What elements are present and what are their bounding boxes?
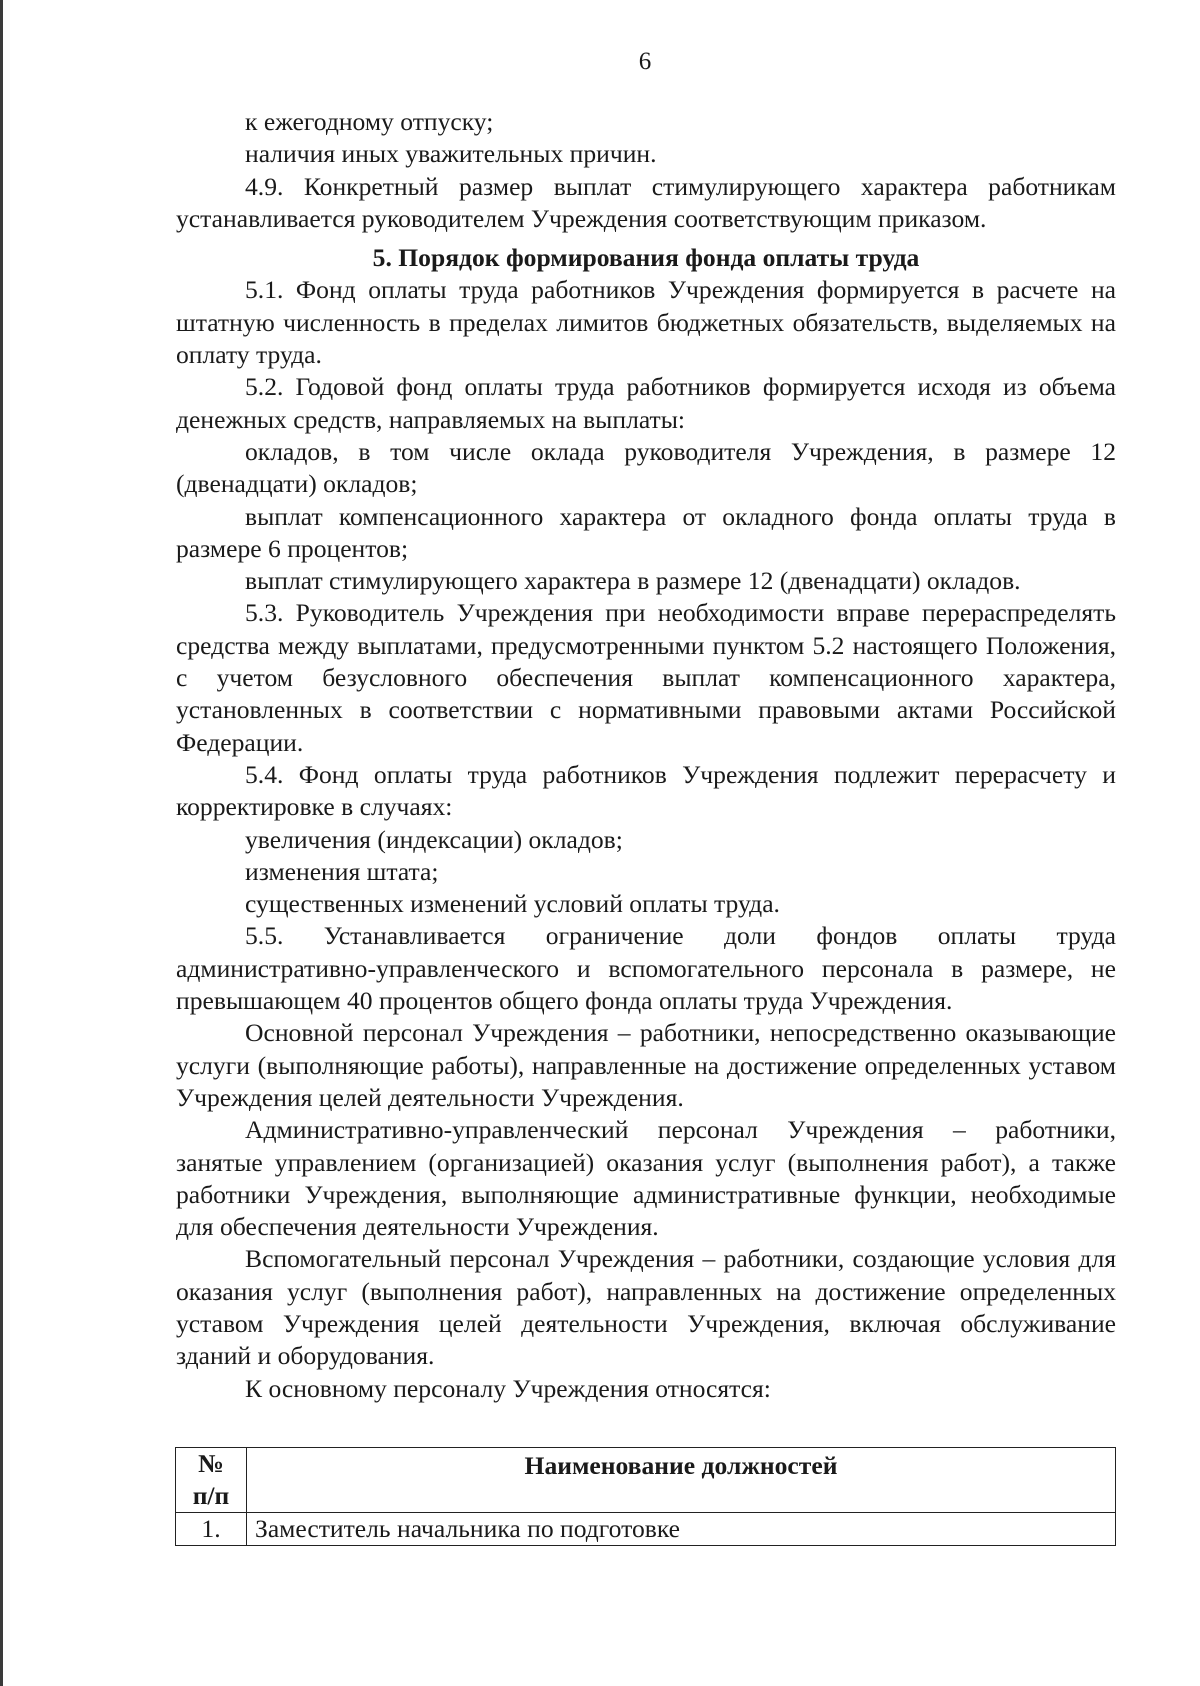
paragraph-aux-staff: Вспомогательный персонал Учреждения – работники, создающие условия для оказания услуг (выполнения работ), направленных на достижение определенных уставом Учреждения целей деятельности Учреждения, включая обслуживание зданий и оборудования. bbox=[176, 1244, 1116, 1371]
section-heading-5: 5. Порядок формирования фонда оплаты труда bbox=[372, 243, 920, 273]
text-line: к ежегодному отпуску; bbox=[245, 107, 494, 136]
paragraph-5-5: 5.5. Устанавливается ограничение доли фондов оплаты труда административно-управленческого и вспомогательного персонала в размере, не превышающем 40 процентов общего фонда оплаты труда Учреждения. bbox=[176, 921, 1116, 1016]
document-body bbox=[176, 106, 1116, 1405]
paragraph-5-3: 5.3. Руководитель Учреждения при необходимости вправе перераспределять средства между выплатами, предусмотренными пунктом 5.2 настоящего Положения, с учетом безусловного обеспечения выплат компенсационного характера, установленных в соответствии с нормативными правовыми актами Российской Федерации. bbox=[176, 598, 1116, 757]
scan-edge bbox=[0, 0, 3, 1686]
paragraph-5-2-item: окладов, в том числе оклада руководителя Учреждения, в размере 12 (двенадцати) окладов; bbox=[176, 436, 1116, 499]
table-row bbox=[176, 1513, 1116, 1546]
paragraph-4-9: 4.9. Конкретный размер выплат стимулирующего характера работникам устанавливается руководителем Учреждения соответствующим приказом. bbox=[176, 171, 1116, 233]
paragraph-5-4-item: увеличения (индексации) окладов; bbox=[245, 824, 623, 854]
row-number-cell: 1. bbox=[176, 1513, 247, 1546]
page-number: 6 bbox=[638, 48, 652, 75]
paragraph-main-staff: Основной персонал Учреждения – работники, непосредственно оказывающие услуги (выполняющие работы), направленные на достижение определенных уставом Учреждения целей деятельности Учреждения. bbox=[176, 1018, 1116, 1112]
paragraph-5-2: 5.2. Годовой фонд оплаты труда работников формируется исходя из объема денежных средств, направляемых на выплаты: bbox=[176, 372, 1116, 434]
positions-table bbox=[175, 1447, 1116, 1546]
paragraph-5-4: 5.4. Фонд оплаты труда работников Учреждения подлежит перерасчету и корректировке в случаях: bbox=[176, 759, 1116, 822]
paragraph-5-4-item: существенных изменений условий оплаты труда. bbox=[245, 889, 780, 919]
paragraph-5-4-item: изменения штата; bbox=[245, 856, 439, 886]
table-header-row bbox=[176, 1448, 1116, 1513]
header-number-line: № bbox=[198, 1449, 224, 1478]
paragraph-5-2-item: выплат компенсационного характера от окладного фонда оплаты труда в размере 6 процентов; bbox=[176, 501, 1116, 563]
paragraph-5-1: 5.1. Фонд оплаты труда работников Учреждения формируется в расчете на штатную численность в пределах лимитов бюджетных обязательств, выделяемых на оплату труда. bbox=[176, 275, 1116, 370]
header-name-cell: Наименование должностей bbox=[247, 1448, 1116, 1513]
text-line: наличия иных уважительных причин. bbox=[245, 139, 657, 169]
paragraph-admin-staff: Административно-управленческий персонал Учреждения – работники, занятые управлением (организацией) оказания услуг (выполнения работ), а также работники Учреждения, выполняющие административные функции, необходимые для обеспечения деятельности Учреждения. bbox=[176, 1115, 1116, 1242]
paragraph-5-2-item: выплат стимулирующего характера в размере 12 (двенадцати) окладов. bbox=[245, 566, 1021, 596]
header-number-line: п/п bbox=[192, 1481, 230, 1510]
paragraph-list-intro: К основному персоналу Учреждения относятся: bbox=[245, 1373, 771, 1403]
row-name-cell: Заместитель начальника по подготовке bbox=[247, 1513, 1116, 1546]
header-number-cell bbox=[176, 1448, 247, 1513]
